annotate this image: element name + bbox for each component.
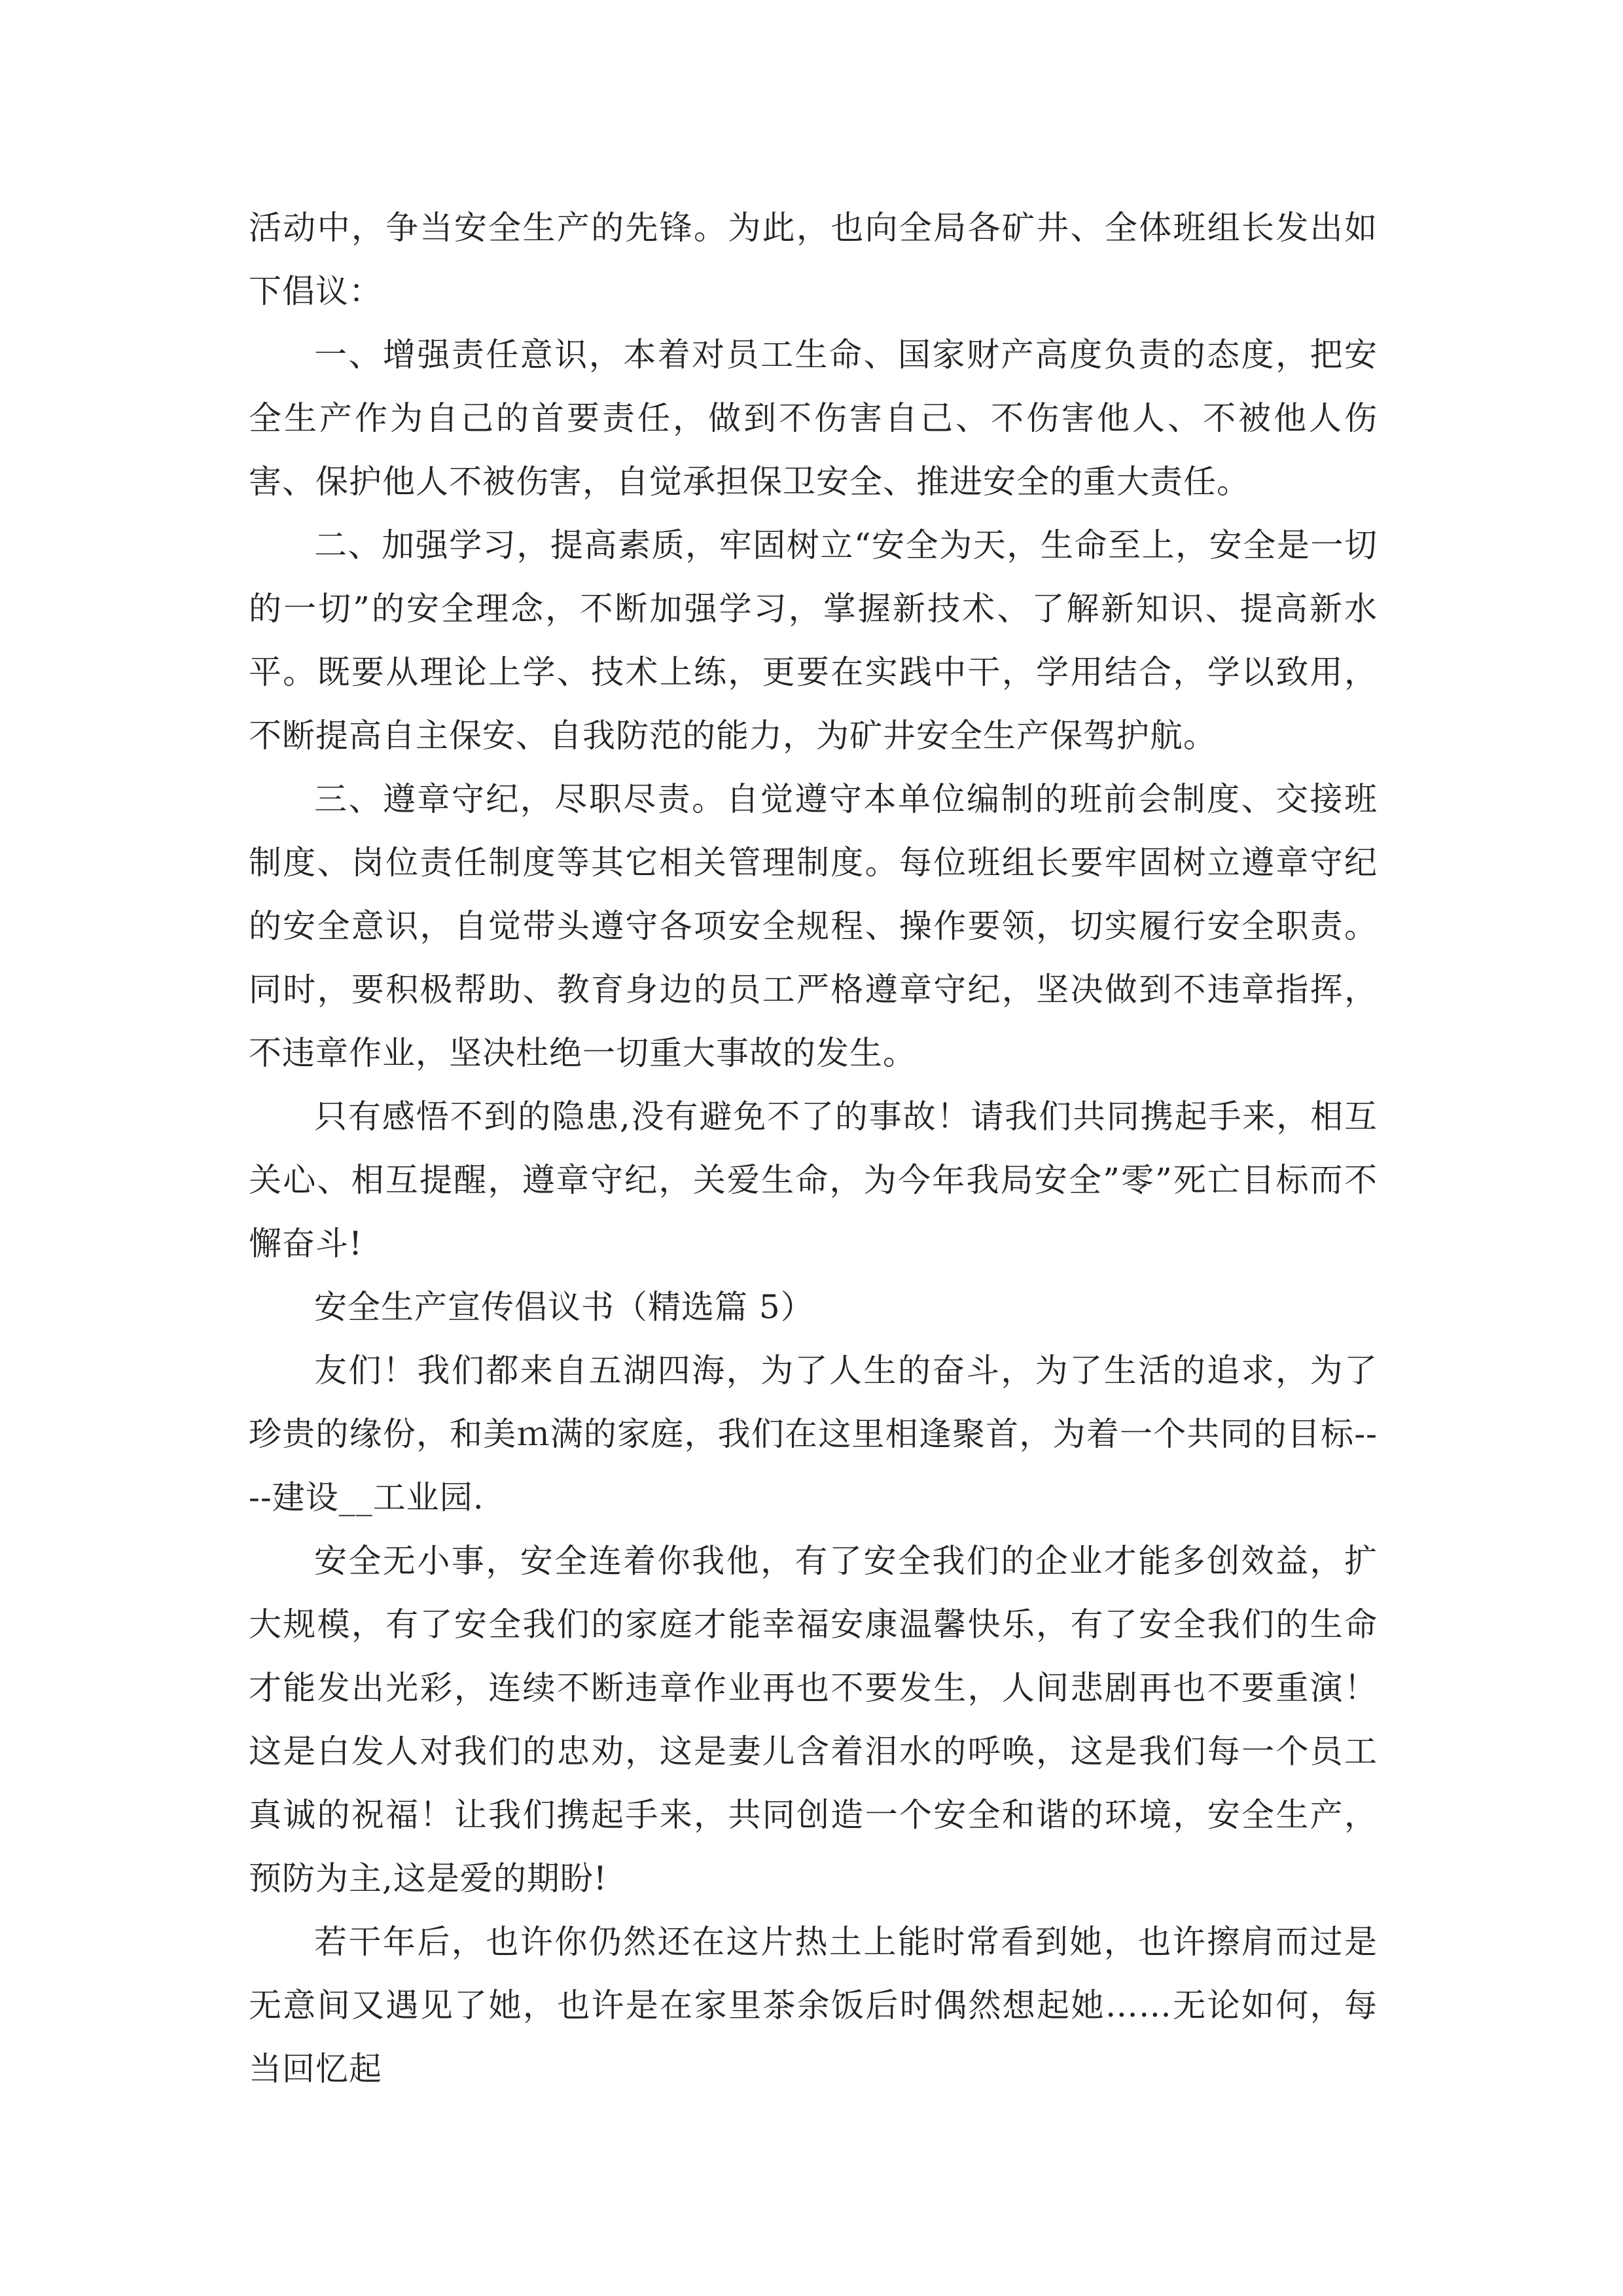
paragraph-item-1: 一、增强责任意识，本着对员工生命、国家财产高度负责的态度，把安全生产作为自己的首要责任，做到不伤害自己、不伤害他人、不被他人伤害、保护他人不被伤害，自觉承担保卫安全、推进安全的重大责任。 <box>249 336 1378 501</box>
paragraph-intro: 活动中，争当安全生产的先锋。为此，也向全局各矿井、全体班组长发出如下倡议： <box>249 209 1378 310</box>
paragraph-future: 若干年后，也许你仍然还在这片热土上能时常看到她，也许擦肩而过是无意间又遇见了她，也许是在家里茶余饭后时偶然想起她……无论如何，每当回忆起 <box>249 1923 1378 2088</box>
paragraph-closing: 只有感悟不到的隐患,没有避免不了的事故！请我们共同携起手来，相互关心、相互提醒，遵章守纪，关爱生命，为今年我局安全”零”死亡目标而不懈奋斗! <box>249 1098 1378 1263</box>
paragraph-item-3: 三、遵章守纪，尽职尽责。自觉遵守本单位编制的班前会制度、交接班制度、岗位责任制度等其它相关管理制度。每位班组长要牢固树立遵章守纪的安全意识，自觉带头遵守各项安全规程、操作要领，切实履行安全职责。同时，要积极帮助、教育身边的员工严格遵章守纪，坚决做到不违章指挥，不违章作业，坚决杜绝一切重大事故的发生。 <box>249 780 1378 1072</box>
document-page <box>249 196 1378 2101</box>
paragraph-greeting: 友们！我们都来自五湖四海，为了人生的奋斗，为了生活的追求，为了珍贵的缘份，和美ｍ满的家庭，我们在这里相逢聚首，为着一个共同的目标----建设__工业园. <box>249 1352 1378 1516</box>
section-heading: 安全生产宣传倡议书（精选篇 5） <box>314 1288 814 1326</box>
paragraph-safety: 安全无小事，安全连着你我他，有了安全我们的企业才能多创效益，扩大规模，有了安全我们的家庭才能幸福安康温馨快乐，有了安全我们的生命才能发出光彩，连续不断违章作业再也不要发生，人间悲剧再也不要重演！这是白发人对我们的忠劝，这是妻儿含着泪水的呼唤，这是我们每一个员工真诚的祝福！让我们携起手来，共同创造一个安全和谐的环境，安全生产，预防为主,这是爱的期盼! <box>249 1542 1378 1897</box>
paragraph-item-2: 二、加强学习，提高素质，牢固树立“安全为天，生命至上，安全是一切的一切”的安全理念，不断加强学习，掌握新技术、了解新知识、提高新水平。既要从理论上学、技术上练，更要在实践中干，学用结合，学以致用，不断提高自主保安、自我防范的能力，为矿井安全生产保驾护航。 <box>249 526 1378 755</box>
